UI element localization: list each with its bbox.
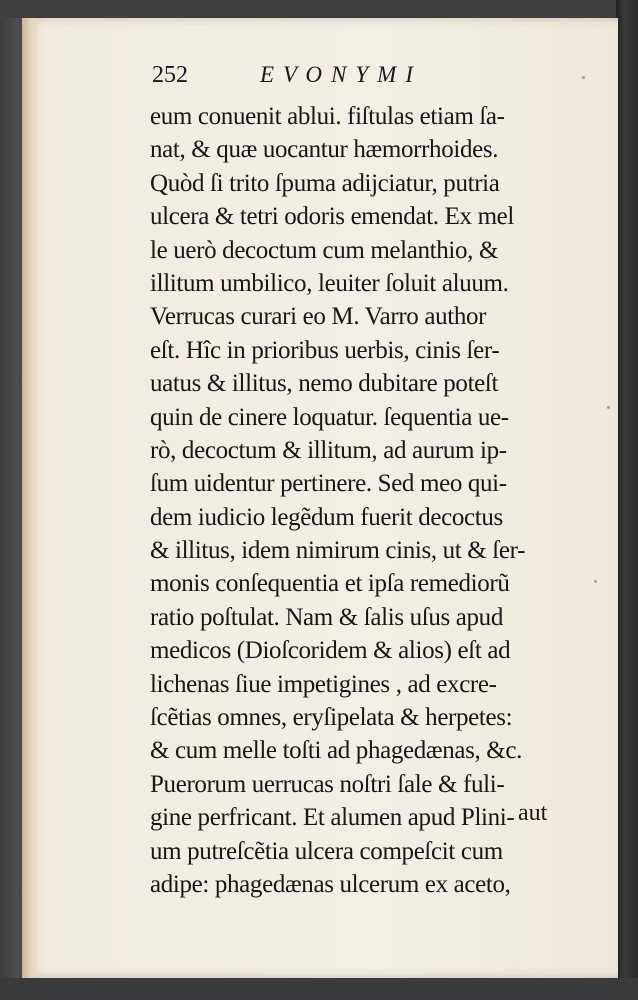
text-line: nat, & quæ uocantur hæmorrhoides. bbox=[150, 136, 499, 164]
text-line: & cum melle toſti ad phagedænas, &c. bbox=[150, 737, 523, 765]
catchword: aut bbox=[518, 800, 548, 826]
text-line: & illitus, idem nimirum cinis, ut & ſer- bbox=[150, 537, 526, 565]
text-line: ulcera & tetri odoris emendat. Ex mel bbox=[150, 203, 515, 231]
text-line: uatus & illitus, nemo dubitare poteſt bbox=[150, 370, 499, 398]
text-line: adipe: phagedænas ulcerum ex aceto, bbox=[150, 870, 511, 898]
paper-speck bbox=[594, 580, 597, 583]
text-line: Puerorum uerrucas noſtri ſale & fuli- bbox=[150, 770, 505, 798]
text-line: rò, decoctum & illitum, ad aurum ip- bbox=[150, 436, 507, 464]
text-line: ſcẽtias omnes, eryſipelata & herpetes: bbox=[150, 704, 513, 732]
text-line: eſt. Hîc in prioribus uerbis, cinis ſer- bbox=[150, 336, 500, 364]
page-header bbox=[152, 60, 572, 100]
text-line: monis conſequentia et ipſa remediorũ bbox=[150, 570, 510, 598]
page-number: 252 bbox=[152, 62, 188, 88]
paper-speck bbox=[582, 76, 585, 79]
running-head: EVONYMI bbox=[260, 62, 422, 87]
scan-top-edge bbox=[0, 0, 638, 18]
text-line: gine perfricant. Et alumen apud Plini- bbox=[150, 804, 515, 832]
paper-speck bbox=[607, 406, 610, 409]
text-line: um putreſcẽtia ulcera compeſcit cum bbox=[150, 837, 503, 865]
book-fore-edge bbox=[616, 0, 638, 1000]
scan-bottom-edge bbox=[0, 978, 638, 1000]
text-line: ſum uidentur pertinere. Sed meo qui- bbox=[150, 470, 507, 498]
text-line: Verrucas curari eo M. Varro author bbox=[150, 303, 487, 331]
text-line: medicos (Dioſcoridem & alios) eſt ad bbox=[150, 637, 511, 665]
text-line: Quòd ſi trito ſpuma adijciatur, putria bbox=[150, 169, 500, 197]
text-line: illitum umbilico, leuiter ſoluit aluum. bbox=[150, 269, 509, 297]
text-line: dem iudicio legẽdum fuerit decoctus bbox=[150, 503, 503, 531]
text-line: quin de cinere loquatur. ſequentia ue- bbox=[150, 403, 509, 431]
text-line: eum conuenit ablui. fiſtulas etiam ſa- bbox=[150, 103, 505, 130]
text-line: le uerò decoctum cum melanthio, & bbox=[150, 236, 499, 264]
text-line: ratio poſtulat. Nam & ſalis uſus apud bbox=[150, 603, 503, 631]
text-line: lichenas ſiue impetigines , ad excre- bbox=[150, 670, 497, 698]
body-text bbox=[150, 100, 590, 901]
